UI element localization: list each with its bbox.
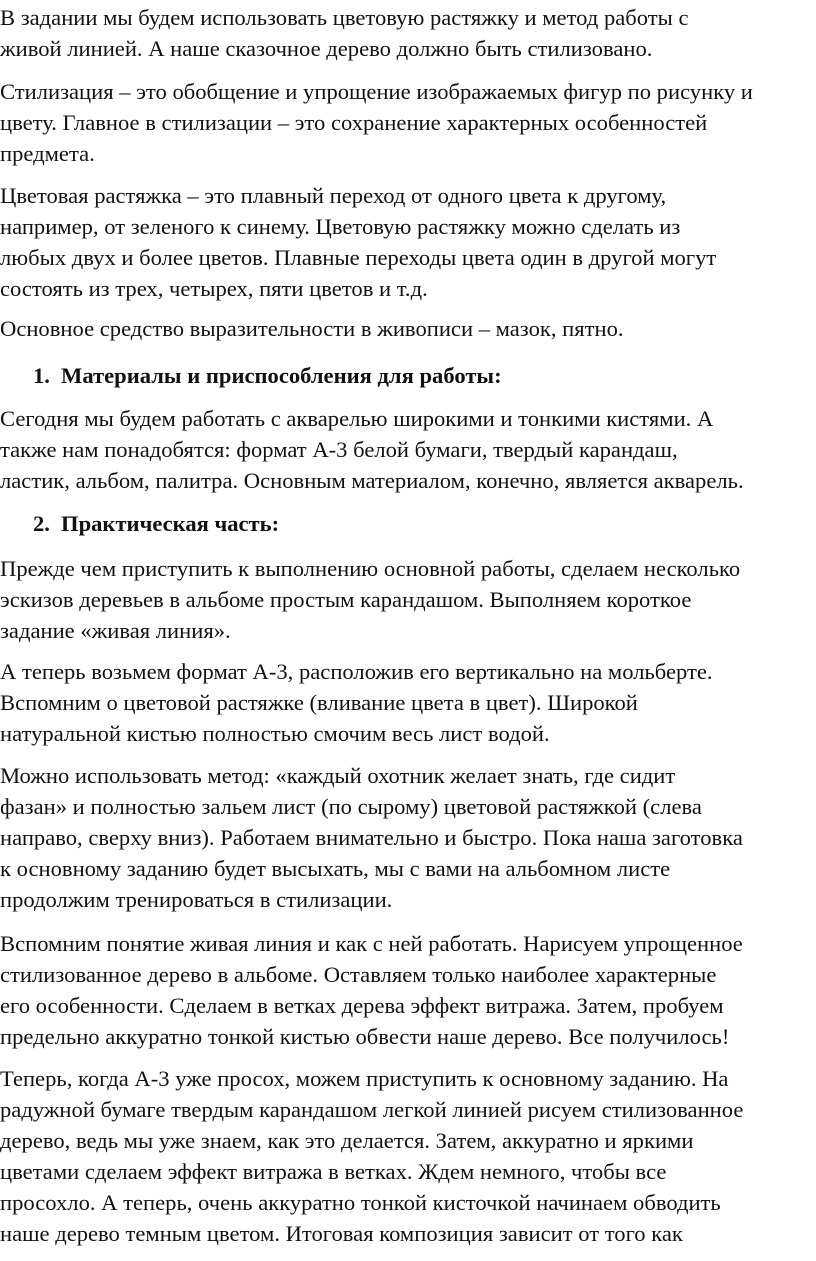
paragraph-color-gradient xyxy=(0,180,816,304)
text-line: его особенности. Сделаем в ветках дерева эффект витража. Затем, пробуем xyxy=(0,993,724,1018)
heading-number: 1. xyxy=(33,363,50,388)
paragraph-materials xyxy=(0,403,816,496)
heading-practice xyxy=(33,508,279,539)
text-line: к основному заданию будет высыхать, мы с вами на альбомном листе xyxy=(0,856,671,881)
text-line: В задании мы будем использовать цветовую растяжку и метод работы с xyxy=(0,5,689,30)
text-line: Теперь, когда А-3 уже просох, можем приступить к основному заданию. На xyxy=(0,1066,729,1091)
paragraph-format-a3 xyxy=(0,656,816,749)
text-line: эскизов деревьев в альбоме простым карандашом. Выполняем короткое xyxy=(0,587,692,612)
text-line: предельно аккуратно тонкой кистью обвести наше дерево. Все получилось! xyxy=(0,1024,730,1049)
text-line: Стилизация – это обобщение и упрощение изображаемых фигур по рисунку и xyxy=(0,79,753,104)
paragraph-sketches xyxy=(0,553,816,646)
text-line: Можно использовать метод: «каждый охотник желает знать, где сидит xyxy=(0,763,676,788)
text-line: просохло. А теперь, очень аккуратно тонкой кисточкой начинаем обводить xyxy=(0,1190,721,1215)
text-line: ластик, альбом, палитра. Основным материалом, конечно, является акварель. xyxy=(0,468,744,493)
text-line: А теперь возьмем формат А-3, расположив его вертикально на мольберте. xyxy=(0,659,713,684)
text-line: Цветовая растяжка – это плавный переход от одного цвета к другому, xyxy=(0,183,667,208)
paragraph-intro xyxy=(0,2,816,64)
heading-materials xyxy=(33,360,502,391)
text-line: любых двух и более цветов. Плавные переходы цвета один в другой могут xyxy=(0,245,717,270)
text-line: радужной бумаге твердым карандашом легкой линией рисуем стилизованное xyxy=(0,1097,744,1122)
paragraph-stylization xyxy=(0,76,816,169)
text-line: Сегодня мы будем работать с акварелью широкими и тонкими кистями. А xyxy=(0,406,714,431)
text-line: цвету. Главное в стилизации – это сохранение характерных особенностей xyxy=(0,110,708,135)
paragraph-living-line xyxy=(0,928,816,1052)
text-line: наше дерево темным цветом. Итоговая композиция зависит от того как xyxy=(0,1221,683,1246)
heading-text: Практическая часть: xyxy=(61,511,280,536)
text-line: также нам понадобятся: формат А-3 белой бумаги, твердый карандаш, xyxy=(0,437,678,462)
text-line: например, от зеленого к синему. Цветовую растяжку можно сделать из xyxy=(0,214,681,239)
paragraph-method xyxy=(0,760,816,915)
text-line: Прежде чем приступить к выполнению основной работы, сделаем несколько xyxy=(0,556,741,581)
text-line: Вспомним понятие живая линия и как с ней работать. Нарисуем упрощенное xyxy=(0,931,743,956)
text-line: направо, сверху вниз). Работаем внимательно и быстро. Пока наша заготовка xyxy=(0,825,743,850)
heading-number: 2. xyxy=(33,511,50,536)
paragraph-main-means xyxy=(0,313,816,344)
text-line: предмета. xyxy=(0,141,95,166)
text-line: Вспомним о цветовой растяжке (вливание цвета в цвет). Широкой xyxy=(0,690,638,715)
text-line: натуральной кистью полностью смочим весь лист водой. xyxy=(0,721,550,746)
heading-text: Материалы и приспособления для работы: xyxy=(61,363,502,388)
text-line: цветами сделаем эффект витража в ветках. Ждем немного, чтобы все xyxy=(0,1159,667,1184)
paragraph-main-task xyxy=(0,1063,816,1249)
text-line: дерево, ведь мы уже знаем, как это делается. Затем, аккуратно и яркими xyxy=(0,1128,694,1153)
text-line: состоять из трех, четырех, пяти цветов и т.д. xyxy=(0,276,428,301)
text-line: Основное средство выразительности в живописи – мазок, пятно. xyxy=(0,316,624,341)
text-line: живой линией. А наше сказочное дерево должно быть стилизовано. xyxy=(0,36,653,61)
text-line: стилизованное дерево в альбоме. Оставляем только наиболее характерные xyxy=(0,962,717,987)
text-line: задание «живая линия». xyxy=(0,618,231,643)
text-line: фазан» и полностью зальем лист (по сырому) цветовой растяжкой (слева xyxy=(0,794,702,819)
text-line: продолжим тренироваться в стилизации. xyxy=(0,887,393,912)
